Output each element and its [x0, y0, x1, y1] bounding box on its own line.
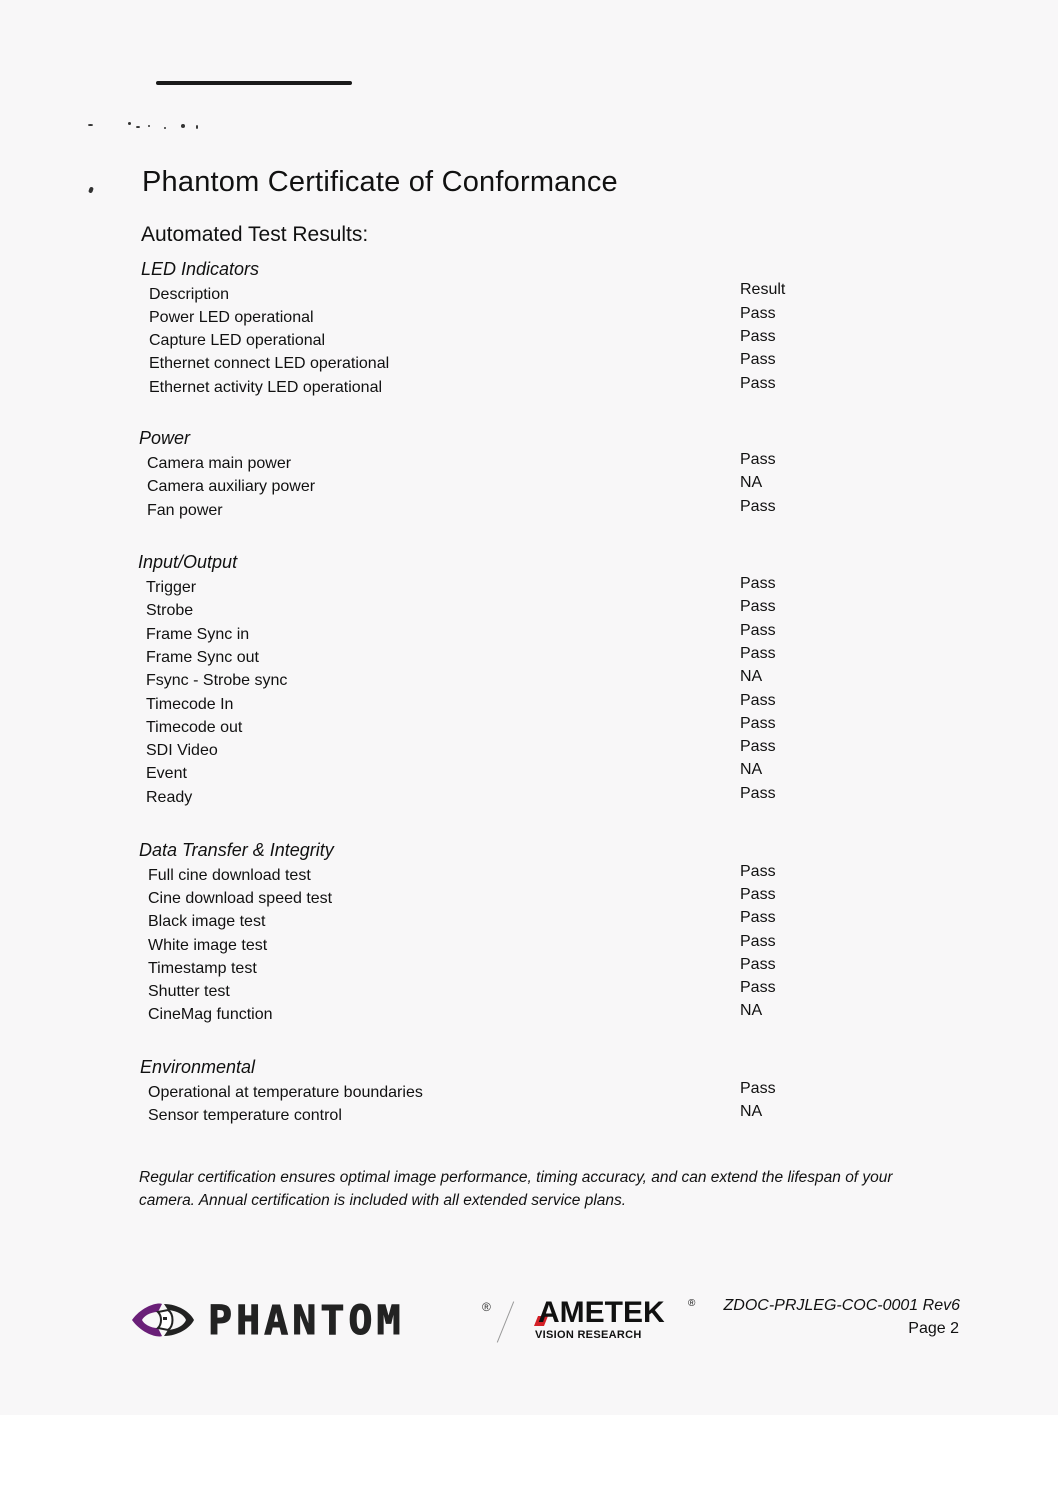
certification-note: Regular certification ensures optimal image performance, timing accuracy, and can extend the lifespan of your camera. Annual certification is included with all extended service plans.	[139, 1169, 893, 1209]
test-result: Pass	[740, 328, 776, 346]
test-description: Fan power	[147, 501, 223, 519]
test-description: Frame Sync in	[146, 625, 250, 643]
test-description: SDI Video	[146, 742, 218, 760]
test-description: Event	[146, 765, 187, 783]
test-description: CineMag function	[148, 1006, 273, 1024]
test-description: Fsync - Strobe sync	[146, 672, 288, 690]
top-rule-line	[156, 81, 352, 85]
test-result: Pass	[740, 351, 776, 369]
test-description: Shutter test	[148, 983, 230, 1000]
test-description: Timecode In	[146, 695, 234, 713]
test-result: Pass	[740, 497, 776, 515]
test-result: Pass	[740, 575, 776, 592]
test-result: Pass	[740, 955, 776, 973]
test-result: Pass	[740, 691, 776, 709]
registered-mark: ®	[482, 1300, 491, 1314]
test-result: NA	[740, 474, 763, 492]
ametek-logo: AMETEK	[538, 1296, 665, 1329]
test-result: Pass	[740, 784, 776, 802]
test-result: Pass	[740, 909, 776, 927]
test-description: Cine download speed test	[148, 890, 333, 908]
test-description: Ethernet activity LED operational	[149, 378, 383, 396]
test-result: Pass	[740, 863, 776, 880]
footer-logos	[128, 1296, 708, 1346]
test-description: Sensor temperature control	[148, 1107, 342, 1125]
ametek-registered-mark: ®	[688, 1298, 696, 1309]
section-title: Environmental	[140, 1057, 256, 1077]
scan-specks	[86, 118, 226, 138]
logo-divider	[497, 1301, 514, 1342]
column-header-result: Result	[740, 281, 786, 298]
test-result: Pass	[740, 714, 776, 732]
test-result: Pass	[740, 1080, 776, 1097]
test-description: Ready	[146, 788, 193, 806]
document-subtitle: Automated Test Results:	[141, 223, 369, 246]
test-result: Pass	[740, 886, 776, 904]
test-description: Trigger	[146, 579, 197, 596]
test-description: Black image test	[148, 913, 266, 931]
test-result: Pass	[740, 644, 776, 662]
test-description: Timecode out	[146, 718, 243, 736]
test-description: Power LED operational	[149, 309, 314, 326]
test-description: Timestamp test	[148, 959, 257, 977]
ametek-subtext: VISION RESEARCH	[535, 1329, 642, 1341]
test-description: Camera main power	[147, 455, 292, 472]
column-header-description: Description	[149, 286, 230, 303]
test-result: NA	[740, 1103, 763, 1121]
test-result: Pass	[740, 932, 776, 950]
test-description: White image test	[148, 936, 268, 954]
test-description: Camera auxiliary power	[147, 478, 316, 496]
test-description: Capture LED operational	[149, 332, 326, 350]
document-title: Phantom Certificate of Conformance	[142, 166, 618, 198]
section-title: Input/Output	[138, 552, 238, 572]
test-description: Ethernet connect LED operational	[149, 355, 390, 373]
document-id: ZDOC-PRJLEG-COC-0001 Rev6	[723, 1297, 960, 1314]
test-result: Pass	[740, 374, 776, 392]
test-result: NA	[740, 1002, 763, 1020]
phantom-eye-icon	[128, 1298, 198, 1342]
test-result: Pass	[740, 738, 776, 756]
test-description: Strobe	[146, 602, 194, 620]
test-description: Full cine download test	[148, 867, 311, 884]
phantom-logo: PHANTOM	[208, 1298, 405, 1344]
test-result: Pass	[740, 598, 776, 616]
test-result: Pass	[740, 305, 776, 322]
test-description: Operational at temperature boundaries	[148, 1084, 423, 1101]
test-result: NA	[740, 761, 763, 779]
test-result: Pass	[740, 451, 776, 468]
section-title: Power	[139, 428, 191, 448]
section-title: Data Transfer & Integrity	[139, 840, 334, 860]
test-result: Pass	[740, 621, 776, 639]
test-result: Pass	[740, 979, 776, 996]
test-description: Frame Sync out	[146, 648, 259, 666]
page-number: Page 2	[908, 1320, 959, 1337]
section-title: LED Indicators	[141, 259, 260, 279]
test-result: NA	[740, 668, 763, 686]
